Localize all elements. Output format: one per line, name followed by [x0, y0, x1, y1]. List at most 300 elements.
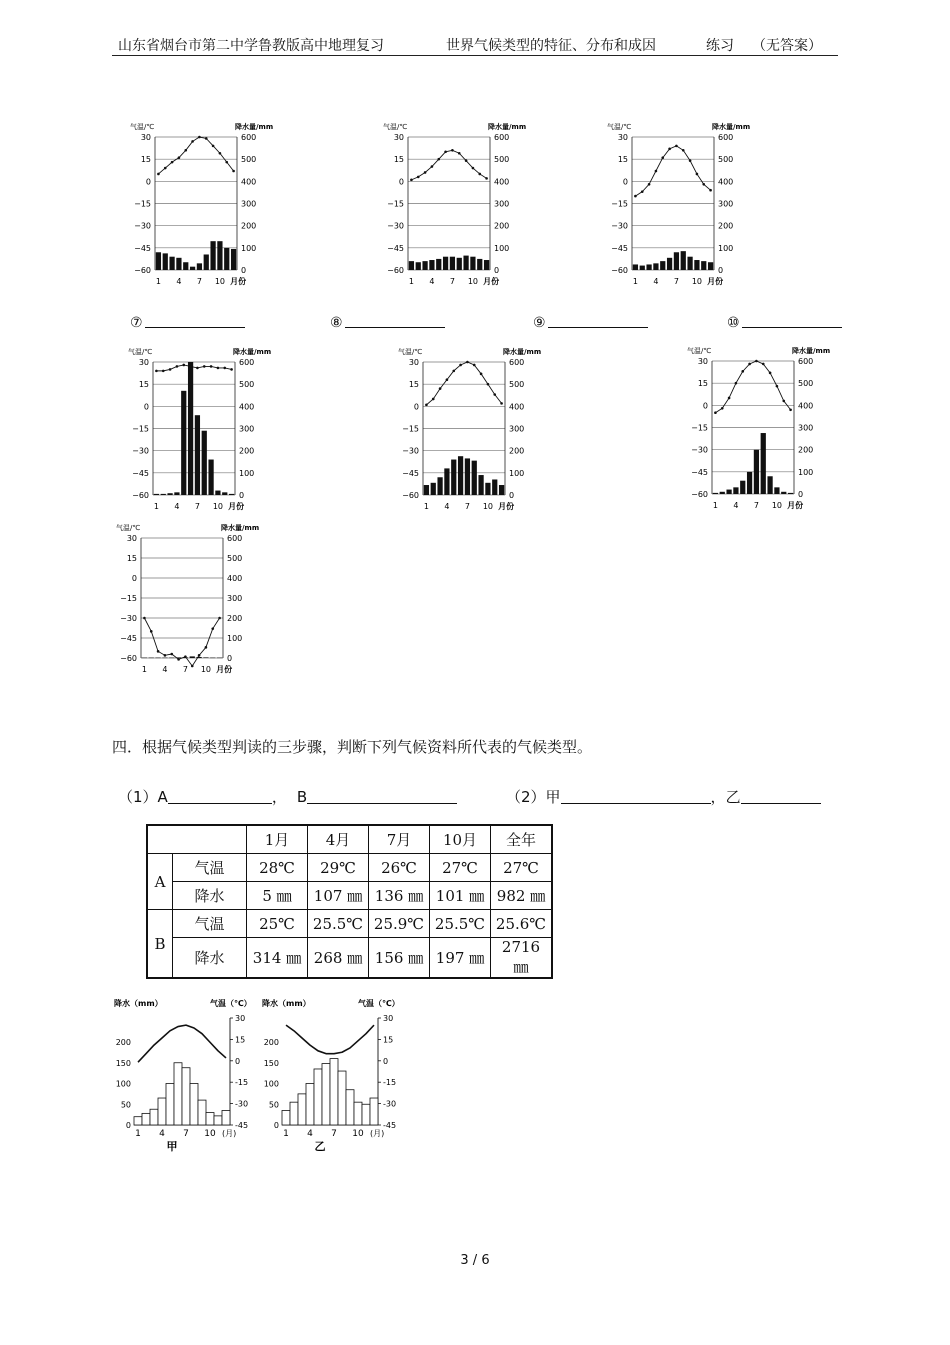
precip-tick-label: 200: [241, 221, 257, 231]
precip-tick-label: 400: [241, 177, 257, 187]
temp-tick-label: -15: [235, 1078, 249, 1088]
precip-bar: [290, 1102, 298, 1125]
temp-point: [218, 617, 221, 620]
temp-point: [431, 165, 434, 168]
temp-line: [635, 146, 710, 196]
temp-axis-title: 气温（℃）: [210, 999, 252, 1008]
temp-point: [212, 145, 215, 148]
temp-tick-label: −30: [402, 446, 419, 456]
precip-bar: [224, 248, 229, 270]
temp-point: [177, 658, 180, 661]
temp-tick-label: -30: [235, 1099, 249, 1109]
temp-tick-label: 30: [140, 133, 151, 142]
temp-tick-label: 0: [383, 1056, 389, 1066]
temp-point: [176, 365, 179, 368]
temp-point: [762, 363, 765, 366]
x-tick-label: 7: [196, 277, 202, 286]
x-axis-unit: 月份: [707, 277, 724, 286]
temp-point: [424, 171, 427, 174]
temp-point: [157, 650, 160, 653]
temp-point: [641, 190, 644, 193]
precip-bar: [733, 487, 738, 494]
x-tick-label: 4: [162, 665, 168, 674]
temp-tick-label: −60: [402, 491, 419, 500]
precip-tick-label: 0: [125, 1121, 131, 1130]
x-tick-label: 1: [153, 502, 159, 511]
temp-point: [169, 368, 172, 371]
temp-point: [417, 176, 420, 179]
precip-bar: [740, 481, 745, 494]
x-tick-label: 4: [733, 501, 739, 510]
precip-bar: [167, 493, 172, 495]
blank-9: ⑨: [533, 313, 648, 331]
x-axis-unit: (月): [370, 1129, 385, 1138]
precip-tick-label: 500: [241, 155, 257, 165]
temp-point: [157, 173, 160, 176]
precip-bar: [362, 1104, 370, 1125]
precip-tick-label: 300: [241, 199, 257, 209]
temp-tick-label: 30: [393, 133, 404, 142]
cell: 2716 ㎜: [491, 938, 553, 979]
temp-point: [225, 161, 228, 164]
temp-point: [709, 189, 712, 192]
temp-tick-label: −15: [402, 424, 419, 434]
temp-point: [465, 159, 468, 162]
precip-tick-label: 0: [227, 654, 233, 663]
climate-chart-jia: [114, 996, 264, 1156]
answer-b-line[interactable]: [307, 788, 457, 804]
precip-bar: [720, 492, 725, 494]
temp-point: [776, 385, 779, 388]
precip-bar: [155, 658, 160, 659]
temp-point: [410, 179, 413, 182]
precip-bar: [667, 258, 672, 270]
table-row: [147, 882, 552, 910]
precip-bar: [298, 1094, 306, 1125]
temp-tick-label: −15: [120, 594, 137, 603]
precip-tick-label: 150: [263, 1058, 279, 1068]
cell: 25.5℃: [308, 910, 369, 938]
precip-bar: [726, 490, 731, 494]
precip-bar: [499, 485, 504, 495]
precip-bar: [217, 241, 222, 270]
chart-title: 乙: [314, 1140, 326, 1153]
temp-tick-label: -45: [383, 1121, 397, 1130]
precip-tick-label: 0: [239, 491, 245, 500]
x-tick-label: 10: [352, 1129, 364, 1139]
climate-chart: [128, 347, 278, 523]
cell: 25.6℃: [491, 910, 553, 938]
temp-point: [205, 646, 208, 649]
temp-line: [411, 150, 486, 180]
answer-a: （1）A ， B: [118, 786, 457, 807]
precip-bar: [409, 261, 414, 270]
precip-bar: [222, 1110, 230, 1125]
temp-point: [210, 365, 213, 368]
x-tick-label: 1: [408, 277, 414, 286]
col-header: 10月: [430, 825, 491, 854]
temp-point: [634, 195, 637, 198]
temp-point: [487, 383, 490, 386]
x-tick-label: 10: [212, 502, 224, 511]
temp-tick-label: 0: [622, 177, 628, 187]
temp-tick-label: −30: [611, 221, 628, 231]
temp-tick-label: −60: [134, 266, 151, 275]
temp-tick-label: 0: [398, 177, 404, 187]
x-tick-label: 10: [214, 277, 226, 286]
cell: 136 ㎜: [369, 882, 430, 910]
precip-axis-title: 降水量/mm: [488, 123, 527, 131]
cell: 982 ㎜: [491, 882, 553, 910]
precip-bar: [222, 492, 227, 495]
temp-tick-label: 15: [383, 1035, 394, 1045]
x-tick-label: 7: [449, 277, 455, 286]
temp-point: [648, 183, 651, 186]
temp-tick-label: 30: [697, 357, 708, 366]
temp-point: [789, 408, 792, 411]
precip-bar: [653, 263, 658, 270]
answer-line[interactable]: [345, 313, 445, 328]
precip-bar: [282, 1110, 290, 1125]
precip-bar: [646, 264, 651, 270]
precip-tick-label: 300: [718, 199, 734, 209]
precip-bar: [687, 257, 692, 270]
temp-tick-label: −15: [132, 424, 149, 434]
precip-axis-title: 降水量/mm: [792, 347, 831, 355]
x-tick-label: 10: [204, 1129, 216, 1139]
x-tick-label: 4: [174, 502, 180, 511]
temp-point: [150, 630, 153, 633]
precip-tick-label: 200: [509, 446, 525, 456]
temp-axis-title: 气温/℃: [607, 123, 632, 131]
blank-10: ⑩: [727, 313, 842, 331]
temp-tick-label: −45: [120, 634, 137, 643]
x-tick-label: 1: [135, 1129, 141, 1139]
precip-bar: [660, 261, 665, 270]
cell: 314 ㎜: [247, 938, 308, 979]
temp-tick-label: 0: [131, 574, 137, 583]
precip-bar: [162, 658, 167, 659]
climate-chart-svg: [687, 346, 837, 522]
temp-point: [655, 170, 658, 173]
temp-point: [178, 156, 181, 159]
table-row: [147, 910, 552, 938]
precip-tick-label: 600: [227, 534, 243, 543]
temp-tick-label: 30: [126, 534, 137, 543]
table-row: [147, 854, 552, 882]
precip-bar: [176, 258, 181, 270]
x-tick-label: 7: [182, 665, 188, 674]
precip-tick-label: 500: [494, 155, 510, 165]
temp-axis-title: 气温/℃: [130, 123, 155, 131]
temp-tick-label: 30: [138, 358, 149, 367]
precip-bar: [158, 1098, 166, 1125]
x-tick-label: 7: [183, 1129, 189, 1139]
precip-bar: [142, 1113, 150, 1125]
precip-bar: [701, 261, 706, 270]
temp-point: [728, 397, 731, 400]
x-tick-label: 10: [200, 665, 212, 674]
x-tick-label: 7: [673, 277, 679, 286]
temp-point: [493, 393, 496, 396]
precip-bar: [197, 263, 202, 270]
temp-point: [198, 136, 201, 139]
precip-tick-label: 200: [263, 1038, 279, 1047]
temp-axis-title: 气温（℃）: [358, 999, 400, 1008]
precip-bar: [190, 656, 195, 658]
precip-tick-label: 100: [239, 468, 255, 478]
precip-bar: [322, 1064, 330, 1125]
precip-bar: [229, 494, 234, 495]
cell: 25.9℃: [369, 910, 430, 938]
temp-axis-title: 气温/℃: [116, 524, 141, 532]
temp-tick-label: −60: [611, 266, 628, 275]
temp-point: [741, 370, 744, 373]
precip-tick-label: 400: [798, 401, 814, 411]
precip-bar: [492, 479, 497, 495]
temp-point: [170, 653, 173, 656]
temp-line: [715, 361, 790, 413]
precip-bar: [190, 1084, 198, 1126]
precip-axis-title: 降水量/mm: [503, 348, 542, 356]
precip-axis-title: 降水（mm）: [262, 999, 311, 1008]
temp-point: [182, 364, 185, 367]
temp-point: [437, 158, 440, 161]
temp-tick-label: −45: [387, 243, 404, 253]
cell: 197 ㎜: [430, 938, 491, 979]
x-tick-label: 4: [307, 1129, 313, 1139]
precip-tick-label: 0: [494, 266, 500, 275]
x-axis-unit: 月份: [787, 501, 804, 510]
temp-line: [144, 618, 219, 666]
temp-point: [451, 149, 454, 152]
climate-chart-svg: [398, 347, 548, 523]
cell: 29℃: [308, 854, 369, 882]
precip-tick-label: 50: [268, 1100, 279, 1110]
precip-bar: [681, 251, 686, 270]
temp-tick-label: −30: [134, 221, 151, 231]
precip-bar: [198, 1100, 206, 1125]
precip-bar: [174, 1063, 182, 1125]
temp-tick-label: −45: [691, 467, 708, 477]
precip-bar: [747, 472, 752, 494]
precip-bar: [330, 1059, 338, 1125]
temp-tick-label: −15: [611, 199, 628, 209]
temp-tick-label: 15: [393, 155, 404, 165]
precip-bar: [210, 658, 215, 659]
temp-tick-label: −45: [611, 243, 628, 253]
precip-tick-label: 300: [239, 424, 255, 434]
precip-bar: [217, 658, 222, 659]
temp-axis-title: 气温/℃: [398, 348, 423, 356]
cell: 107 ㎜: [308, 882, 369, 910]
precip-bar: [443, 257, 448, 270]
precip-tick-label: 400: [509, 402, 525, 412]
x-axis-unit: 月份: [216, 665, 233, 674]
temp-point: [500, 402, 503, 405]
precip-tick-label: 100: [263, 1079, 279, 1089]
precip-bar: [444, 468, 449, 495]
temp-point: [162, 370, 165, 373]
answer-jia-line[interactable]: [561, 788, 711, 804]
x-tick-label: 10: [691, 277, 703, 286]
precip-bar: [674, 252, 679, 270]
temp-point: [198, 654, 201, 657]
climate-chart-svg: [607, 122, 757, 298]
climate-chart: [398, 347, 548, 523]
temp-point: [223, 367, 226, 370]
cell: 268 ㎜: [308, 938, 369, 979]
x-tick-label: 7: [753, 501, 759, 510]
temp-point: [425, 404, 428, 407]
answer-line[interactable]: [548, 313, 648, 328]
precip-bar: [708, 262, 713, 270]
temp-point: [432, 398, 435, 401]
precip-tick-label: 600: [241, 133, 257, 142]
climate-data-table: [146, 824, 553, 979]
chart-title: 甲: [166, 1140, 178, 1153]
temp-tick-label: −15: [691, 423, 708, 433]
precip-tick-label: 400: [718, 177, 734, 187]
precip-bar: [416, 262, 421, 270]
precip-bar: [457, 258, 462, 270]
temp-tick-label: 30: [617, 133, 628, 142]
temp-tick-label: 30: [408, 358, 419, 367]
precip-tick-label: 600: [239, 358, 255, 367]
precip-tick-label: 200: [718, 221, 734, 231]
temp-point: [171, 161, 174, 164]
answer-line[interactable]: [145, 313, 245, 328]
temp-tick-label: −45: [132, 468, 149, 478]
precip-bar: [154, 494, 159, 495]
row-label: 降水: [173, 938, 247, 979]
precip-bar: [477, 259, 482, 270]
x-tick-label: 4: [653, 277, 659, 286]
precip-tick-label: 600: [509, 358, 525, 367]
x-axis-unit: (月): [222, 1129, 237, 1138]
temp-point: [232, 170, 235, 173]
precip-bar: [754, 450, 759, 494]
group-label: B: [147, 910, 173, 979]
precip-tick-label: 50: [120, 1100, 131, 1110]
precip-bar: [781, 492, 786, 494]
precip-bar: [181, 391, 186, 495]
header-topic: 世界气候类型的特征、分布和成因: [446, 38, 656, 54]
temp-line: [158, 137, 233, 174]
cell: 25℃: [247, 910, 308, 938]
x-tick-label: 10: [467, 277, 479, 286]
answer-a-line[interactable]: [168, 788, 272, 804]
precip-bar: [195, 415, 200, 495]
temp-point: [211, 627, 214, 630]
precip-tick-label: 200: [798, 445, 814, 455]
x-tick-label: 7: [464, 502, 470, 511]
precip-tick-label: 0: [273, 1121, 279, 1130]
temp-tick-label: 30: [235, 1014, 246, 1023]
x-tick-label: 1: [283, 1129, 289, 1139]
temp-tick-label: −30: [387, 221, 404, 231]
temp-tick-label: −15: [134, 199, 151, 209]
row-label: 气温: [173, 910, 247, 938]
temp-point: [466, 361, 469, 364]
temp-tick-label: -15: [383, 1078, 397, 1088]
cell: 27℃: [491, 854, 553, 882]
precip-tick-label: 0: [718, 266, 724, 275]
precip-bar: [169, 658, 174, 659]
precip-bar: [470, 257, 475, 270]
temp-point: [478, 173, 481, 176]
precip-bar: [422, 261, 427, 270]
temp-point: [143, 617, 146, 620]
temp-tick-label: −30: [120, 614, 137, 623]
precip-bar: [694, 260, 699, 270]
temp-point: [184, 149, 187, 152]
precip-bar: [450, 257, 455, 270]
answer-jia: （2）甲 ，乙: [506, 786, 821, 807]
precip-tick-label: 100: [115, 1079, 131, 1089]
temp-point: [452, 370, 455, 373]
x-axis-unit: 月份: [498, 502, 515, 511]
precip-bar: [169, 257, 174, 270]
precip-bar: [214, 1116, 222, 1125]
page-header: [112, 33, 838, 56]
precip-tick-label: 600: [718, 133, 734, 142]
climate-chart-svg: [116, 523, 266, 686]
precip-bar: [429, 260, 434, 270]
temp-point: [473, 364, 476, 367]
answer-line[interactable]: [742, 313, 842, 328]
col-header: 全年: [491, 825, 553, 854]
answer-yi-line[interactable]: [741, 788, 821, 804]
precip-tick-label: 600: [494, 133, 510, 142]
precip-bar: [424, 485, 429, 495]
precip-tick-label: 200: [239, 446, 255, 456]
precip-bar: [478, 475, 483, 495]
temp-point: [217, 367, 220, 370]
temp-tick-label: 0: [413, 402, 419, 412]
temp-tick-label: 15: [140, 155, 151, 165]
precip-tick-label: 150: [115, 1058, 131, 1068]
precip-tick-label: 500: [798, 379, 814, 389]
temp-tick-label: −60: [387, 266, 404, 275]
cell: 27℃: [430, 854, 491, 882]
climate-chart: [116, 523, 266, 686]
precip-tick-label: 100: [494, 243, 510, 253]
precip-bar: [182, 1068, 190, 1125]
precip-bar: [713, 493, 718, 494]
precip-tick-label: 100: [509, 468, 525, 478]
precip-bar: [142, 658, 147, 659]
temp-point: [755, 360, 758, 363]
temp-tick-label: 15: [408, 380, 419, 390]
precip-bar: [202, 431, 207, 495]
x-tick-label: 7: [194, 502, 200, 511]
temp-tick-label: −30: [132, 446, 149, 456]
climate-chart-yi: [262, 996, 412, 1156]
temp-tick-label: -30: [383, 1099, 397, 1109]
temp-point: [439, 387, 442, 390]
climate-chart: [687, 346, 837, 522]
col-header: 7月: [369, 825, 430, 854]
temp-point: [196, 367, 199, 370]
precip-tick-label: 300: [509, 424, 525, 434]
temp-point: [721, 407, 724, 410]
x-tick-label: 10: [771, 501, 783, 510]
precip-bar: [149, 658, 154, 659]
precip-tick-label: 100: [798, 467, 814, 477]
temp-tick-label: −45: [402, 468, 419, 478]
temp-point: [782, 400, 785, 403]
